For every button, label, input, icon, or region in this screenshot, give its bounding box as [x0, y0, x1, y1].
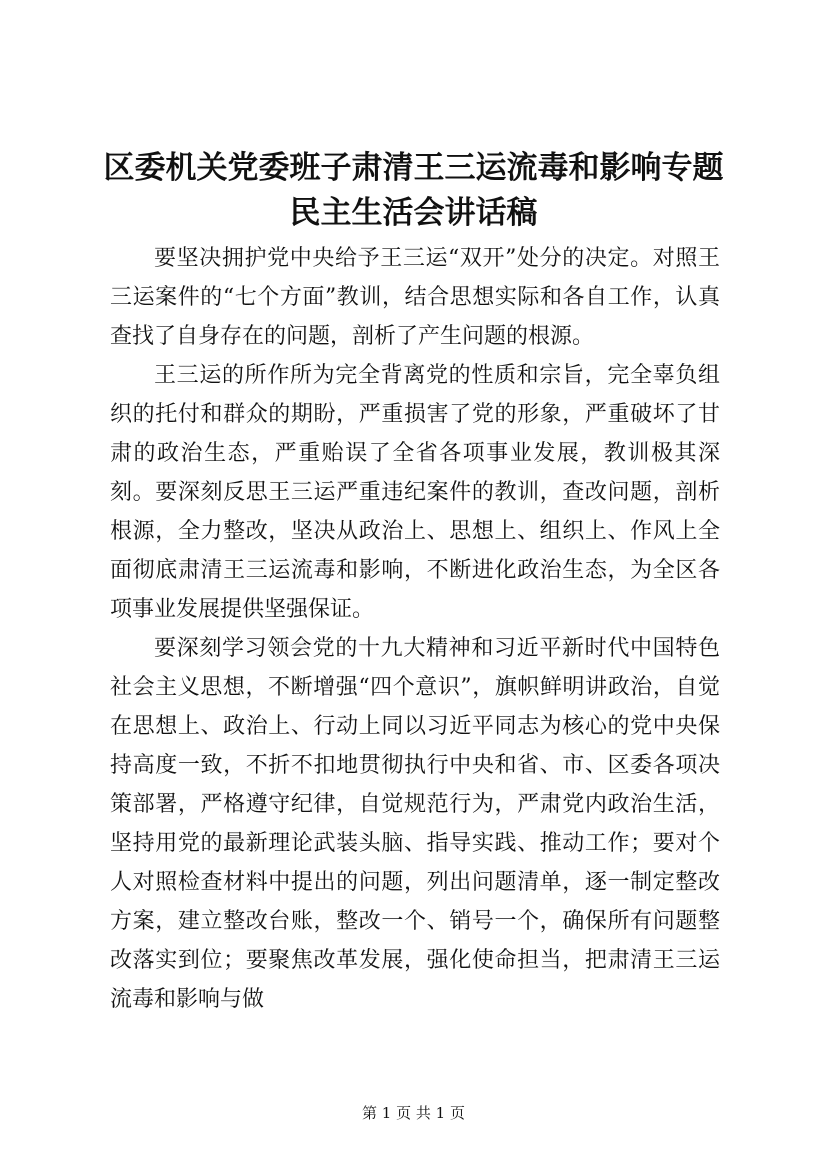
- page-number-footer: 第 1 页 共 1 页: [362, 1104, 465, 1122]
- paragraph-2: 王三运的所作所为完全背离党的性质和宗旨，完全辜负组织的托付和群众的期盼，严重损害了党的形象，严重破坏了甘肃的政治生态，严重贻误了全省各项事业发展，教训极其深刻。要深刻反思王三运严重违纪案件的教训，查改问题，剖析根源，全力整改，坚决从政治上、思想上、组织上、作风上全面彻底肃清王三运流毒和影响，不断进化政治生态，为全区各项事业发展提供坚强保证。: [110, 363, 720, 622]
- document-body: [110, 239, 720, 1019]
- document-title: 区委机关党委班子肃清王三运流毒和影响专题民主生活会讲话稿: [103, 150, 724, 231]
- paragraph-3: 要深刻学习领会党的十九大精神和习近平新时代中国特色社会主义思想，不断增强“四个意识”，旗帜鲜明讲政治，自觉在思想上、政治上、行动上同以习近平同志为核心的党中央保持高度一致，不折不扣地贯彻执行中央和省、市、区委各项决策部署，严格遵守纪律，自觉规范行为，严肃党内政治生活，坚持用党的最新理论武装头脑、指导实践、推动工作；要对个人对照检查材料中提出的问题，列出问题清单，逐一制定整改方案，建立整改台账，整改一个、销号一个，确保所有问题整改落实到位；要聚焦改革发展，强化使命担当，把肃清王三运流毒和影响与做: [110, 636, 720, 1012]
- paragraph-1: 要坚决拥护党中央给予王三运“双开”处分的决定。对照王三运案件的“七个方面”教训，结合思想实际和各自工作，认真查找了自身存在的问题，剖析了产生问题的根源。: [110, 246, 720, 349]
